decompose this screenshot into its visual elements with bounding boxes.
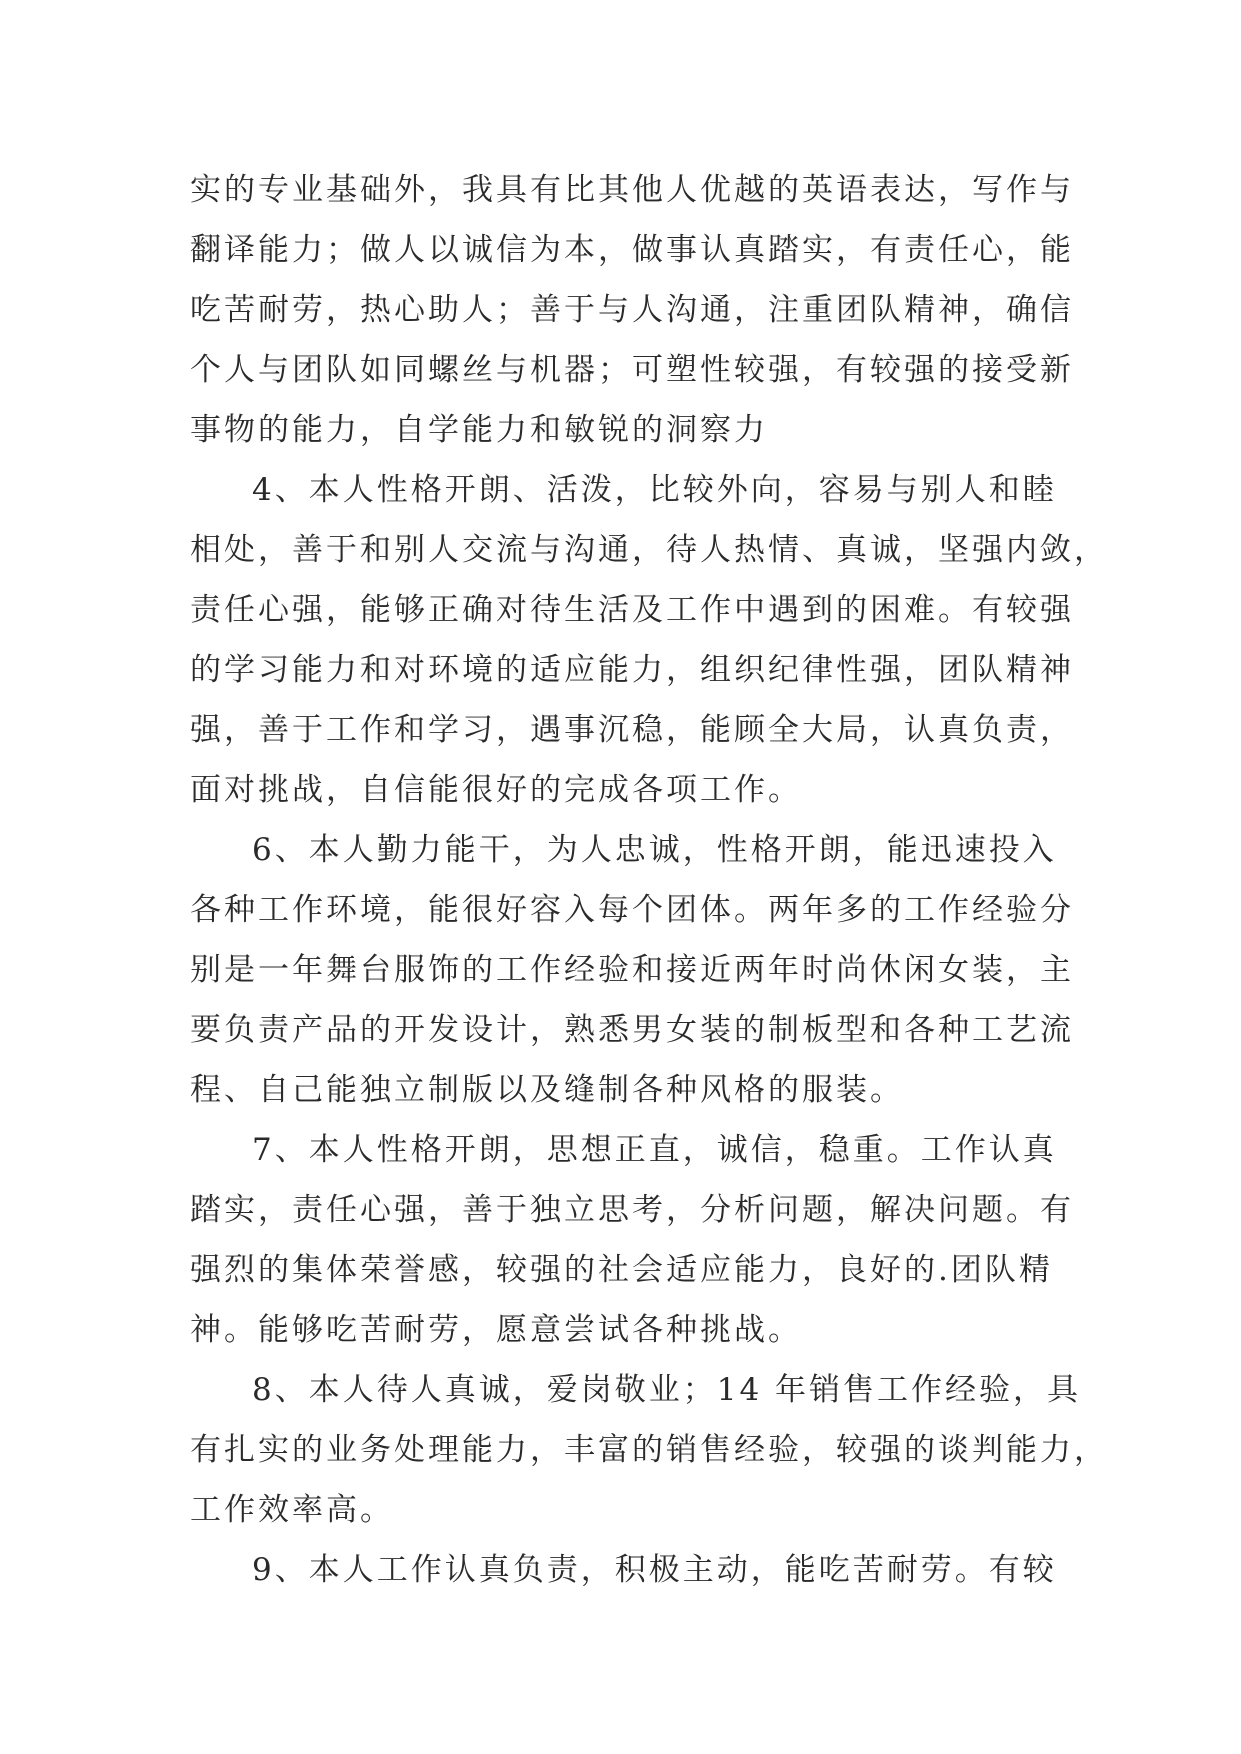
text-line: 强，善于工作和学习，遇事沉稳，能顾全大局，认真负责， [190,712,1074,748]
text-line: 神。能够吃苦耐劳，愿意尝试各种挑战。 [190,1312,802,1348]
text-line: 强烈的集体荣誉感，较强的社会适应能力，良好的.团队精 [190,1252,1053,1288]
text-line: 面对挑战，自信能很好的完成各项工作。 [190,772,802,808]
paragraph-item-8 [190,1360,1108,1540]
text-line: 翻译能力；做人以诚信为本，做事认真踏实，有责任心，能 [190,232,1074,268]
text-line: 吃苦耐劳，热心助人；善于与人沟通，注重团队精神，确信 [190,292,1074,328]
text-line: 实的专业基础外，我具有比其他人优越的英语表达，写作与 [190,172,1074,208]
text-line: 事物的能力，自学能力和敏锐的洞察力 [190,412,768,448]
text-line: 要负责产品的开发设计，熟悉男女装的制板型和各种工艺流 [190,1012,1074,1048]
text-line: 7、本人性格开朗，思想正直，诚信，稳重。工作认真 [252,1132,1057,1168]
text-line: 相处，善于和别人交流与沟通，待人热情、真诚，坚强内敛， [190,532,1108,568]
text-line: 个人与团队如同螺丝与机器；可塑性较强，有较强的接受新 [190,352,1074,388]
paragraph-item-6 [190,820,1074,1120]
text-line: 踏实，责任心强，善于独立思考，分析问题，解决问题。有 [190,1192,1074,1228]
paragraph-item-7 [190,1120,1074,1360]
text-line: 别是一年舞台服饰的工作经验和接近两年时尚休闲女装，主 [190,952,1074,988]
paragraph-item-4 [190,460,1108,820]
text-line: 工作效率高。 [190,1492,394,1528]
text-line: 程、自己能独立制版以及缝制各种风格的服装。 [190,1072,904,1108]
paragraph-item-9 [190,1540,1060,1600]
text-line: 的学习能力和对环境的适应能力，组织纪律性强，团队精神 [190,652,1074,688]
document-body [190,160,1108,1600]
paragraph-continuation [190,160,1074,460]
text-line: 各种工作环境，能很好容入每个团体。两年多的工作经验分 [190,892,1074,928]
text-line: 6、本人勤力能干，为人忠诚，性格开朗，能迅速投入 [252,832,1057,868]
text-line: 9、本人工作认真负责，积极主动，能吃苦耐劳。有较 [252,1552,1057,1588]
text-line: 有扎实的业务处理能力，丰富的销售经验，较强的谈判能力， [190,1432,1108,1468]
text-line: 责任心强，能够正确对待生活及工作中遇到的困难。有较强 [190,592,1074,628]
text-line: 8、本人待人真诚，爱岗敬业；14 年销售工作经验，具 [252,1372,1082,1408]
text-line: 4、本人性格开朗、活泼，比较外向，容易与别人和睦 [252,472,1057,508]
